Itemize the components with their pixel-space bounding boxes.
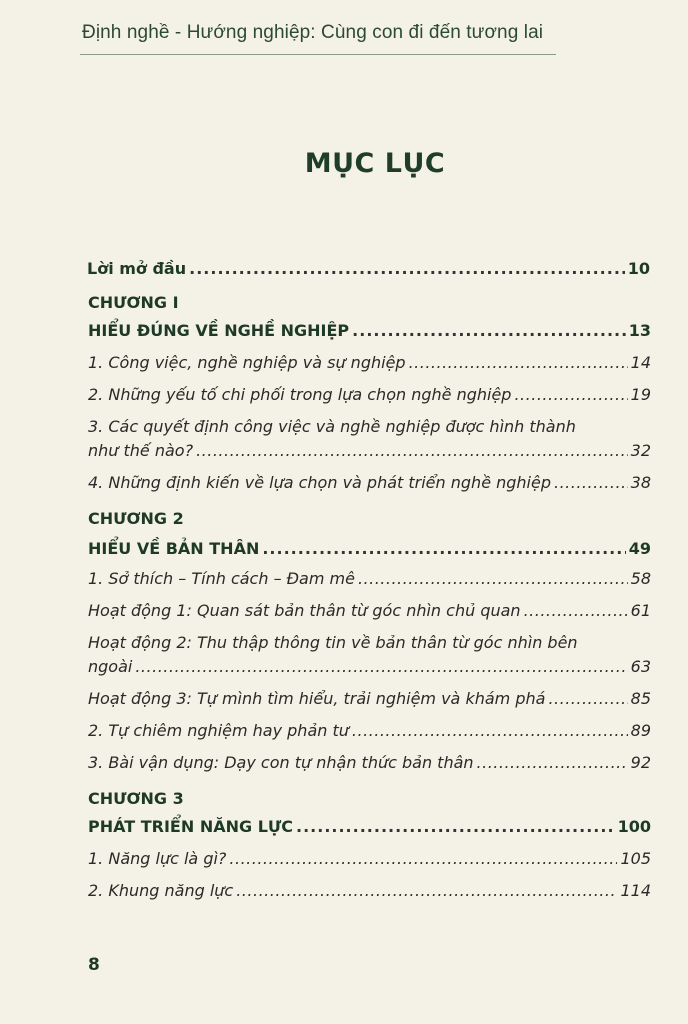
toc-entry-label: PHÁT TRIỂN NĂNG LỰC <box>88 817 293 836</box>
toc-entry[interactable] <box>88 472 651 494</box>
toc-entry-label: 1. Năng lực là gì? <box>88 849 227 868</box>
toc-entry-label: 1. Sở thích – Tính cách – Đam mê <box>88 569 355 588</box>
toc-entry-label: ngoài <box>88 657 133 676</box>
toc-entry-page: 89 <box>630 721 651 740</box>
leader-dots <box>296 816 615 838</box>
toc-entry-label: 4. Những định kiến về lựa chọn và phát triển nghề nghiệp <box>88 473 551 492</box>
leader-dots <box>352 320 626 342</box>
page-number: 8 <box>88 955 100 975</box>
header-rule <box>80 54 556 55</box>
toc-entry[interactable] <box>88 720 651 742</box>
leader-dots <box>189 258 625 280</box>
leader-dots <box>477 752 628 774</box>
leader-dots <box>262 538 625 560</box>
chapter-heading: CHƯƠNG 2 <box>88 509 184 528</box>
toc-entry[interactable] <box>88 568 651 590</box>
toc-entry-page: 61 <box>630 601 651 620</box>
leader-dots <box>236 880 617 902</box>
leader-dots <box>514 384 627 406</box>
leader-dots <box>548 688 627 710</box>
toc-entry-chapter-3-title[interactable] <box>88 816 651 838</box>
toc-entry-page: 10 <box>627 259 650 278</box>
toc-entry[interactable] <box>88 600 651 622</box>
toc-entry-label: như thế nào? <box>88 441 194 460</box>
toc-entry-page: 105 <box>620 849 651 868</box>
toc-entry-preface[interactable] <box>87 258 650 280</box>
toc-entry-page: 38 <box>630 473 651 492</box>
toc-entry-label: 2. Khung năng lực <box>88 881 234 900</box>
toc-entry-page: 63 <box>630 657 651 676</box>
toc-entry[interactable] <box>88 880 651 902</box>
toc-entry-page: 14 <box>630 353 651 372</box>
toc-title: MỤC LỤC <box>304 148 446 179</box>
toc-entry-page: 58 <box>630 569 651 588</box>
toc-entry-page: 32 <box>630 441 651 460</box>
toc-entry-label: HIỂU VỀ BẢN THÂN <box>88 539 260 558</box>
toc-entry-page: 114 <box>620 881 651 900</box>
leader-dots <box>358 568 628 590</box>
toc-entry-page: 85 <box>630 689 651 708</box>
toc-entry[interactable] <box>88 352 651 374</box>
toc-entry-page: 19 <box>630 385 651 404</box>
toc-entry[interactable] <box>88 848 651 870</box>
toc-entry-page: 100 <box>617 817 651 836</box>
running-header: Định nghề - Hướng nghiệp: Cùng con đi đến tương lai <box>82 22 544 43</box>
toc-entry[interactable] <box>88 440 651 462</box>
toc-entry-label: 1. Công việc, nghề nghiệp và sự nghiệp <box>88 353 406 372</box>
toc-entry[interactable] <box>88 384 651 406</box>
toc-entry-label: 3. Bài vận dụng: Dạy con tự nhận thức bản thân <box>88 753 474 772</box>
leader-dots <box>409 352 628 374</box>
toc-entry-page: 49 <box>628 539 651 558</box>
toc-entry-label: HIỂU ĐÚNG VỀ NGHỀ NGHIỆP <box>88 321 350 340</box>
leader-dots <box>352 720 628 742</box>
leader-dots <box>196 440 628 462</box>
leader-dots <box>524 600 628 622</box>
toc-entry-line1: Hoạt động 2: Thu thập thông tin về bản thân từ góc nhìn bên <box>88 633 578 652</box>
toc-entry-page: 13 <box>628 321 651 340</box>
toc-entry-page: 92 <box>630 753 651 772</box>
toc-entry-chapter-2-title[interactable] <box>88 538 651 560</box>
leader-dots <box>229 848 617 870</box>
chapter-heading: CHƯƠNG I <box>88 293 179 312</box>
toc-entry-label: 2. Những yếu tố chi phối trong lựa chọn nghề nghiệp <box>88 385 512 404</box>
toc-entry[interactable] <box>88 688 651 710</box>
toc-entry[interactable] <box>88 752 651 774</box>
toc-entry-label: 2. Tự chiêm nghiệm hay phản tư <box>88 721 349 740</box>
toc-entry[interactable] <box>88 656 651 678</box>
toc-entry-label: Lời mở đầu <box>87 259 187 278</box>
toc-entry-line1: 3. Các quyết định công việc và nghề nghiệp được hình thành <box>88 417 576 436</box>
chapter-heading: CHƯƠNG 3 <box>88 789 184 808</box>
toc-entry-chapter-1-title[interactable] <box>88 320 651 342</box>
toc-entry-label: Hoạt động 1: Quan sát bản thân từ góc nhìn chủ quan <box>88 601 521 620</box>
leader-dots <box>554 472 628 494</box>
toc-entry-label: Hoạt động 3: Tự mình tìm hiểu, trải nghiệm và khám phá <box>88 689 546 708</box>
leader-dots <box>135 656 627 678</box>
